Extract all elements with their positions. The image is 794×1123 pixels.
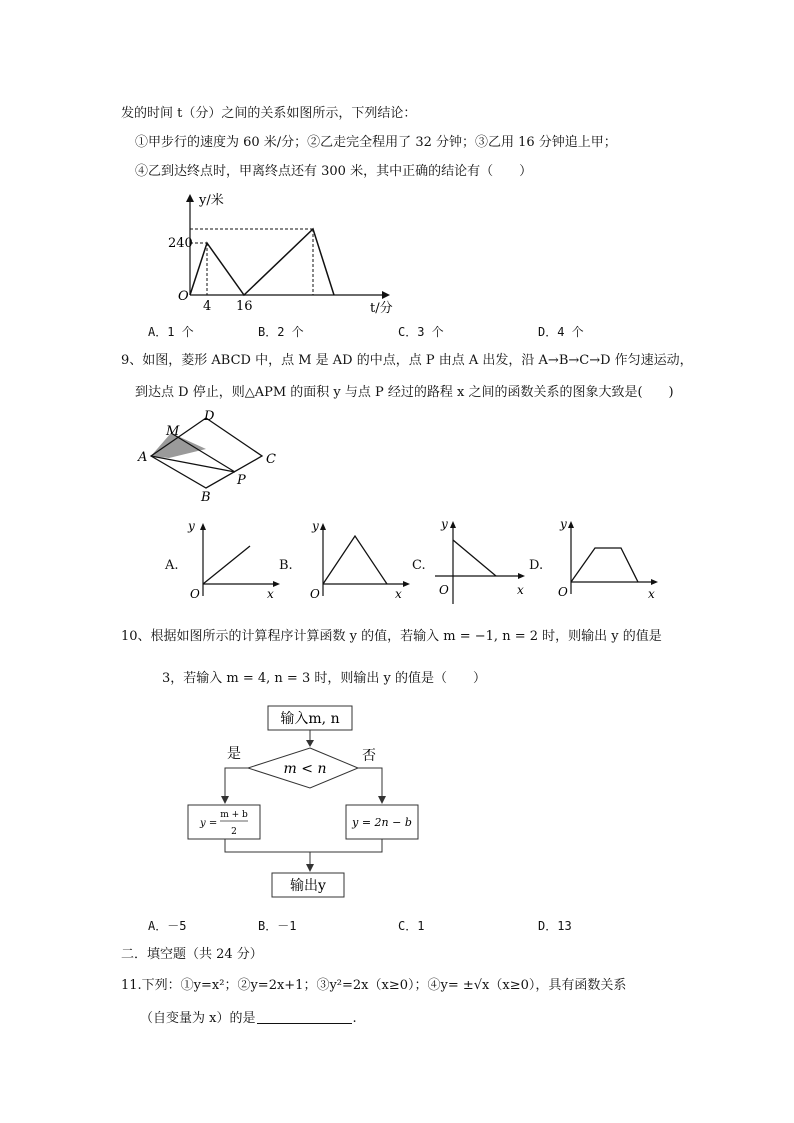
q9-rhombus-figure [133,408,283,508]
q10-condition-text: m < n [283,761,327,777]
q10-left-numerator: m + b [220,810,248,820]
q9-a-line [203,546,250,584]
q8-y-label: y/米 [199,193,224,208]
q9-option-d-graph [553,516,663,602]
q9-label-c: C [266,452,276,467]
q10-text-line1: 10、根据如图所示的计算程序计算函数 y 的值，若输入 m = −1, n = 2 时，则输出 y 的值是 [121,629,662,644]
q8-graph-line [190,229,334,295]
q8-x-tick-4: 4 [203,299,212,314]
q9-c-x-label: x [517,583,524,597]
q9-option-a-label: A. [165,558,179,573]
q8-x-label: t/分 [370,301,393,316]
q8-x-arrow [382,291,390,299]
q10-no-label: 否 [362,748,376,764]
q9-label-m: M [166,424,180,439]
q8-text-line1: 发的时间 t（分）之间的关系如图所示，下列结论： [121,106,417,121]
q9-b-origin: O [310,587,320,601]
q10-option-b: B．－1 [258,919,297,933]
q9-d-y-label: y [560,517,567,531]
q10-option-d: D．13 [538,919,572,933]
q8-option-c: C．3 个 [398,325,444,339]
q9-option-b-graph [305,518,415,600]
q9-a-y-label: y [188,519,195,533]
q9-label-b: B [201,490,211,505]
q9-d-x-label: x [648,587,655,601]
q8-origin: O [178,289,189,304]
q8-text-line3: ④乙到达终点时，甲离终点还有 300 米，其中正确的结论有（ ） [135,164,533,179]
q8-y-tick-240: 240 [168,236,193,251]
q10-flowchart [180,700,420,900]
q8-y-arrow [186,194,194,202]
q8-option-a: A．1 个 [148,325,194,339]
q10-text-line2: 3，若输入 m = 4, n = 3 时，则输出 y 的值是（ ） [162,671,486,686]
q9-text-line2: 到达点 D 停止，则△APM 的面积 y 与点 P 经过的路程 x 之间的函数关系的图象大致是( ) [135,385,674,400]
q9-option-d-label: D. [529,558,544,573]
q10-yes-label: 是 [227,746,241,762]
q8-option-d: D．4 个 [538,325,584,339]
q9-b-x-label: x [395,587,402,601]
q9-a-origin: O [190,587,200,601]
q11-line2-text: （自变量为 x）的是 [140,1011,256,1026]
q8-text-line2: ①甲步行的速度为 60 米/分；②乙走完全程用了 32 分钟；③乙用 16 分钟追上甲； [135,135,617,150]
q11-answer-blank [257,1011,352,1024]
q10-input-text: 输入m, n [280,711,340,727]
q9-label-a: A [138,450,148,465]
q9-option-c-label: C. [412,558,426,573]
q9-d-line [571,548,638,582]
q10-left-denominator: 2 [231,827,237,837]
q10-option-c: C．1 [398,919,425,933]
q11-text-line2 [140,1011,357,1027]
q9-c-origin: O [439,583,449,597]
q9-label-d: D [204,409,215,424]
q10-option-a: A．－5 [148,919,187,933]
q10-output-text: 输出y [290,878,326,894]
q9-option-b-label: B. [279,558,293,573]
q9-b-y-label: y [312,519,319,533]
q9-option-a-graph [185,518,285,600]
q8-x-tick-16: 16 [236,299,253,314]
q9-b-line [323,536,387,584]
q9-d-origin: O [558,585,568,599]
section-2-title: 二．填空题（共 24 分） [121,947,263,962]
q9-c-y-label: y [441,517,448,531]
q9-c-line [453,540,496,576]
q9-label-p: P [237,473,246,488]
q11-line2-end: . [352,1011,357,1026]
q11-text-line1: 11.下列：①y=x²；②y=2x+1；③y²=2x（x≥0）；④y= ±√x（x≥0），具有函数关系 [121,978,627,993]
q9-option-c-graph [433,518,543,608]
q8-distance-time-graph [160,188,410,318]
q10-right-text: y = 2n − b [352,816,412,829]
q9-text-line1: 9、如图，菱形 ABCD 中，点 M 是 AD 的中点，点 P 由点 A 出发，沿 A→B→C→D 作匀速运动， [121,353,693,368]
q9-a-x-label: x [267,587,274,601]
q10-left-lhs: y = [200,818,218,829]
q8-option-b: B．2 个 [258,325,304,339]
